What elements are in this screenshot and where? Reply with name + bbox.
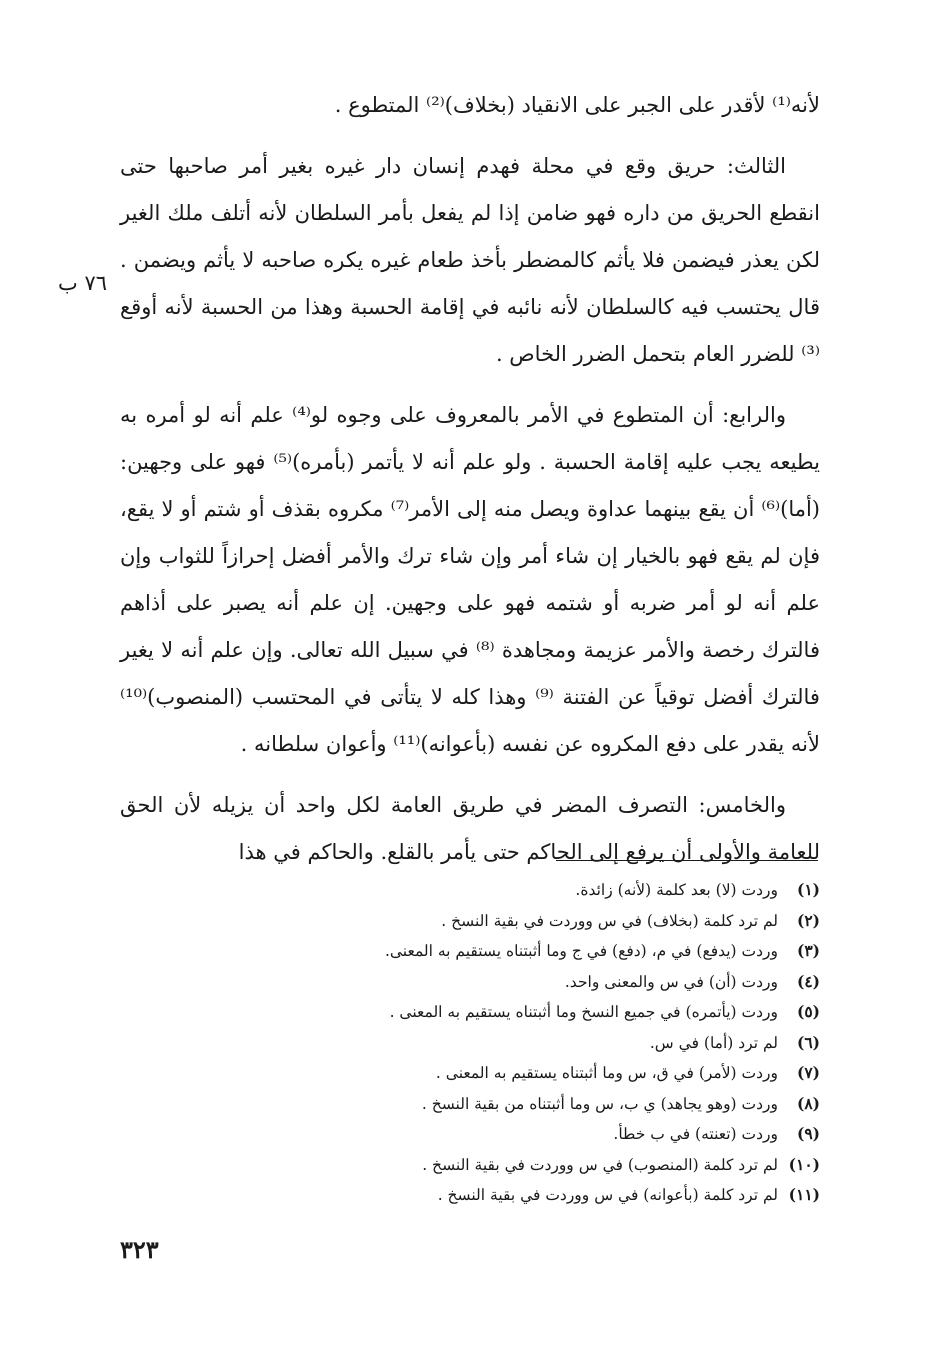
page-number: ٣٢٣: [120, 1235, 159, 1264]
footnote-number: (٤): [796, 971, 820, 991]
footnote-text: وردت (لأمر) في ق، س وما أثبتناه يستقيم به المعنى .: [435, 1064, 778, 1082]
footnote-number: (٧): [796, 1063, 820, 1082]
footnote-item: [260, 936, 820, 967]
footnote-text: وردت (يأتمره) في جميع النسخ وما أثبتناه يستقيم به المعنى .: [389, 1003, 778, 1021]
footnote-number: (١): [796, 880, 820, 899]
footnote-number: (٩): [796, 1124, 820, 1143]
footnote-text: وردت (وهو يجاهد) ي ب، س وما أثبتناه من بقية النسخ .: [421, 1094, 778, 1113]
footnote-text: وردت (يدفع) في م، (دفع) في ج وما أثبتناه يستقيم به المعنى.: [384, 942, 778, 960]
footnote-text: لم ترد (أما) في س.: [649, 1033, 778, 1052]
footnote-number: (٦): [796, 1032, 820, 1052]
main-text: [120, 82, 820, 876]
footnote-item: [260, 967, 820, 998]
paragraph-third-case: الثالث: حريق وقع في محلة فهدم إنسان دار غيره بغير أمر صاحبها حتى انقطع الحريق من داره فهو ضامن إذا لم يفعل بأمر السلطان لأنه أتلف ملك الغير لكن يعذر فيضمن فلا يأثم كالمضطر بأخذ طعام غيره يكره صاحبه لا يأثم ويضمن . قال يحتسب فيه كالسلطان لأنه نائبه في إقامة الحسبة وهذا من الحسبة لأنه أوقع ⁽³⁾ للضرر العام بتحمل الضرر الخاص .: [120, 154, 820, 366]
footnote-number: (١١): [788, 1185, 820, 1204]
footnote-text: وردت (أن) في س والمعنى واحد.: [564, 972, 778, 991]
footnote-item: [260, 1119, 820, 1150]
footnote-number: (١٠): [788, 1154, 820, 1174]
footnote-item: [260, 1058, 820, 1089]
footnote-item: [260, 997, 820, 1028]
footnote-text: وردت (تعنته) في ب خطأ.: [613, 1125, 778, 1143]
footnote-item: [260, 1028, 820, 1059]
footnote-text: لم ترد كلمة (بأعوانه) في س ووردت في بقية النسخ .: [437, 1186, 778, 1204]
paragraph-fourth-case: والرابع: أن المتطوع في الأمر بالمعروف على وجوه لو⁽⁴⁾ علم أنه لو أمره به يطيعه يجب عليه إقامة الحسبة . ولو علم أنه لا يأتمر (بأمره)⁽⁵⁾ فهو على وجهين: (أما)⁽⁶⁾ أن يقع بينهما عداوة ويصل منه إلى الأمر⁽⁷⁾ مكروه بقذف أو شتم أو لا يقع، فإن لم يقع فهو بالخيار إن شاء أمر وإن شاء ترك والأمر أفضل إحرازاً للثواب وإن علم أنه لو أمر ضربه أو شتمه فهو على وجهين. إن علم أنه يصبر على أذاهم فالترك رخصة والأمر عزيمة ومجاهدة ⁽⁸⁾ في سبيل الله تعالى. وإن علم أنه لا يغير فالترك أفضل توقياً عن الفتنة ⁽⁹⁾ وهذا كله لا يتأتى في المحتسب (المنصوب)⁽¹⁰⁾ لأنه يقدر على دفع المكروه عن نفسه (بأعوانه)⁽¹¹⁾ وأعوان سلطانه .: [120, 403, 820, 756]
footnote-number: (٢): [796, 910, 820, 930]
footnote-item: [260, 1180, 820, 1211]
footnote-number: (٥): [796, 1002, 820, 1021]
footnotes: [260, 875, 820, 1211]
footnote-text: لم ترد كلمة (المنصوب) في س ووردت في بقية النسخ .: [422, 1155, 778, 1174]
footnote-text: لم ترد كلمة (بخلاف) في س ووردت في بقية النسخ .: [441, 911, 778, 930]
footnote-number: (٨): [796, 1093, 820, 1113]
footnote-item: [260, 1150, 820, 1181]
footnote-item: [260, 906, 820, 937]
footnote-number: (٣): [796, 941, 820, 960]
footnote-divider: [556, 860, 818, 861]
footnote-text: وردت (لا) بعد كلمة (لأنه) زائدة.: [575, 881, 778, 899]
paragraph-fifth-case: والخامس: التصرف المضر في طريق العامة لكل واحد أن يزيله لأن الحق للعامة والأولى أن يرفع إلى الحاكم حتى يأمر بالقلع. والحاكم في هذا: [120, 793, 820, 864]
paragraph-first: لأنه⁽¹⁾ لأقدر على الجبر على الانقياد (بخلاف)⁽²⁾ المتطوع .: [334, 93, 820, 117]
footnote-item: [260, 1089, 820, 1120]
footnote-item: [260, 875, 820, 906]
manuscript-folio-note: ٧٦ ب: [58, 271, 108, 295]
